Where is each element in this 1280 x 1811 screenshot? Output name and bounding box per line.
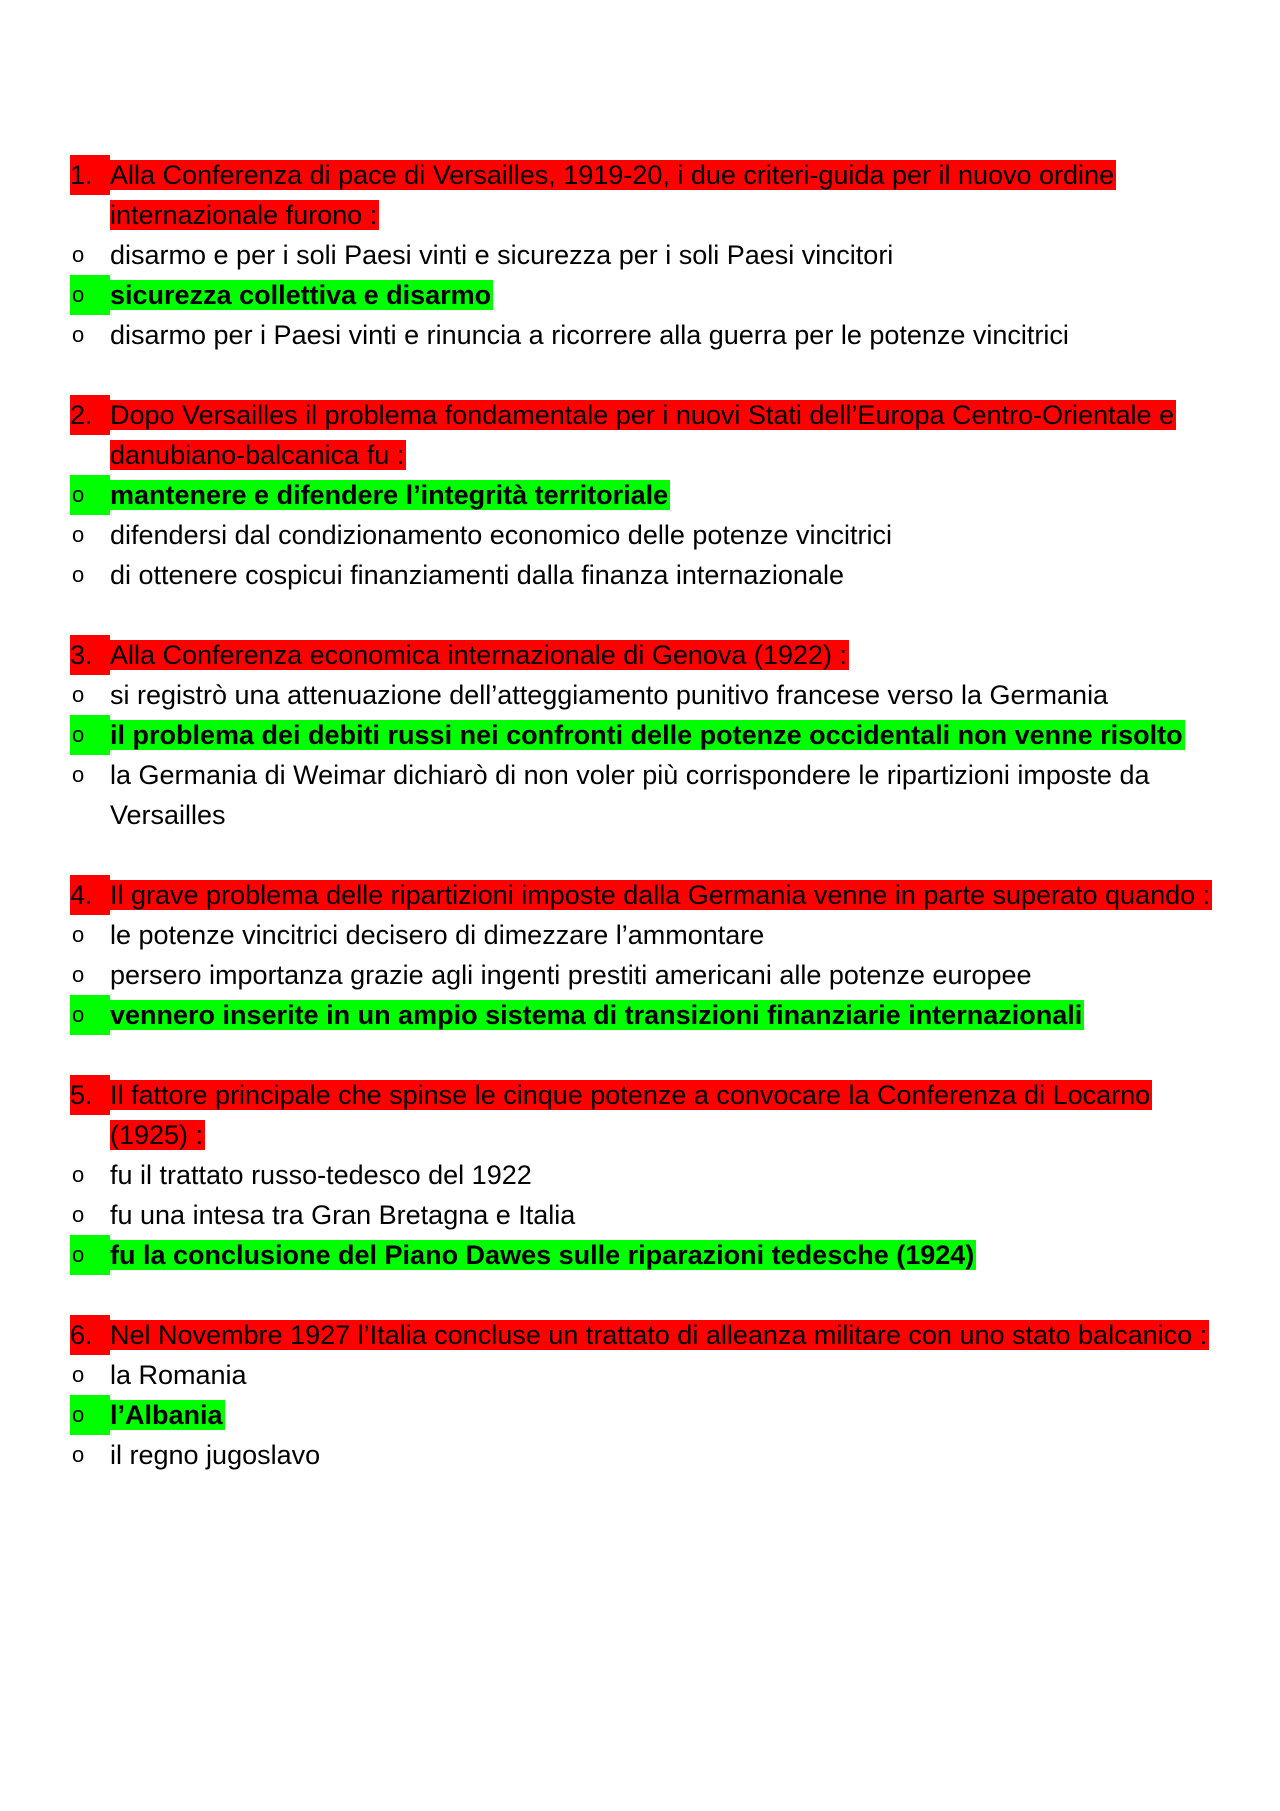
answer-option [70,675,1220,715]
question-number: 1. [70,155,110,195]
question-text: Il grave problema delle ripartizioni imposte dalla Germania venne in parte superato quando : [110,880,1211,910]
circle-bullet-icon: o [72,1162,85,1187]
question [70,875,1220,915]
circle-bullet-icon: o [70,715,110,755]
option-text: la Romania [110,1360,247,1390]
answer-option [70,755,1220,835]
answer-option [70,915,1220,955]
circle-bullet-icon: o [72,762,85,787]
question-number: 5. [70,1075,110,1115]
question [70,1315,1220,1355]
answer-option [70,555,1220,595]
question-block [70,1075,1220,1275]
circle-bullet-icon: o [70,275,110,315]
question-block [70,155,1220,355]
circle-bullet-icon: o [72,1362,85,1387]
option-text: disarmo per i Paesi vinti e rinuncia a ricorrere alla guerra per le potenze vincitrici [110,320,1069,350]
question-text: Dopo Versailles il problema fondamentale per i nuovi Stati dell’Europa Centro-Orientale e danubiano-balcanica fu : [110,400,1175,470]
option-text: fu una intesa tra Gran Bretagna e Italia [110,1200,576,1230]
question [70,155,1220,235]
question-number: 3. [70,635,110,675]
circle-bullet-icon: o [70,1395,110,1435]
question-block [70,875,1220,1035]
circle-bullet-icon: o [72,682,85,707]
option-text: vennero inserite in un ampio sistema di transizioni finanziarie internazionali [110,1000,1083,1030]
answer-option [70,1155,1220,1195]
circle-bullet-icon: o [72,322,85,347]
answer-option-correct [70,995,1220,1035]
circle-bullet-icon: o [72,1202,85,1227]
question-number: 4. [70,875,110,915]
question-text: Il fattore principale che spinse le cinque potenze a convocare la Conferenza di Locarno (1925) : [110,1080,1151,1150]
question-block [70,635,1220,835]
option-text: fu la conclusione del Piano Dawes sulle riparazioni tedesche (1924) [110,1240,975,1270]
option-text: il problema dei debiti russi nei confronti delle potenze occidentali non venne risolto [110,720,1183,750]
question-block [70,395,1220,595]
circle-bullet-icon: o [70,995,110,1035]
option-text: il regno jugoslavo [110,1440,321,1470]
option-text: persero importanza grazie agli ingenti prestiti americani alle potenze europee [110,960,1032,990]
circle-bullet-icon: o [72,562,85,587]
answer-option [70,955,1220,995]
option-text: la Germania di Weimar dichiarò di non voler più corrispondere le ripartizioni imposte da Versailles [110,760,1150,830]
option-text: le potenze vincitrici decisero di dimezzare l’ammontare [110,920,765,950]
answer-option [70,315,1220,355]
circle-bullet-icon: o [70,475,110,515]
answer-option [70,1195,1220,1235]
question-text: Nel Novembre 1927 l’Italia concluse un trattato di alleanza militare con uno stato balcanico : [110,1320,1208,1350]
question-number: 6. [70,1315,110,1355]
option-text: mantenere e difendere l’integrità territoriale [110,480,669,510]
circle-bullet-icon: o [70,1235,110,1275]
question [70,1075,1220,1155]
answer-option [70,1355,1220,1395]
quiz-page [70,155,1220,1515]
answer-option-correct [70,475,1220,515]
circle-bullet-icon: o [72,962,85,987]
question [70,635,1220,675]
option-text: difendersi dal condizionamento economico delle potenze vincitrici [110,520,892,550]
answer-option [70,1435,1220,1475]
question [70,395,1220,475]
answer-option-correct [70,275,1220,315]
question-number: 2. [70,395,110,435]
question-block [70,1315,1220,1475]
option-text: disarmo e per i soli Paesi vinti e sicurezza per i soli Paesi vincitori [110,240,894,270]
question-text: Alla Conferenza economica internazionale di Genova (1922) : [110,640,847,670]
circle-bullet-icon: o [72,242,85,267]
answer-option-correct [70,1395,1220,1435]
answer-option [70,515,1220,555]
option-text: sicurezza collettiva e disarmo [110,280,492,310]
question-text: Alla Conferenza di pace di Versailles, 1919-20, i due criteri-guida per il nuovo ordine internazionale furono : [110,160,1115,230]
circle-bullet-icon: o [72,1442,85,1467]
circle-bullet-icon: o [72,922,85,947]
answer-option-correct [70,1235,1220,1275]
option-text: l’Albania [110,1400,223,1430]
option-text: si registrò una attenuazione dell’atteggiamento punitivo francese verso la Germania [110,680,1109,710]
circle-bullet-icon: o [72,522,85,547]
answer-option-correct [70,715,1220,755]
option-text: di ottenere cospicui finanziamenti dalla finanza internazionale [110,560,844,590]
option-text: fu il trattato russo-tedesco del 1922 [110,1160,532,1190]
answer-option [70,235,1220,275]
